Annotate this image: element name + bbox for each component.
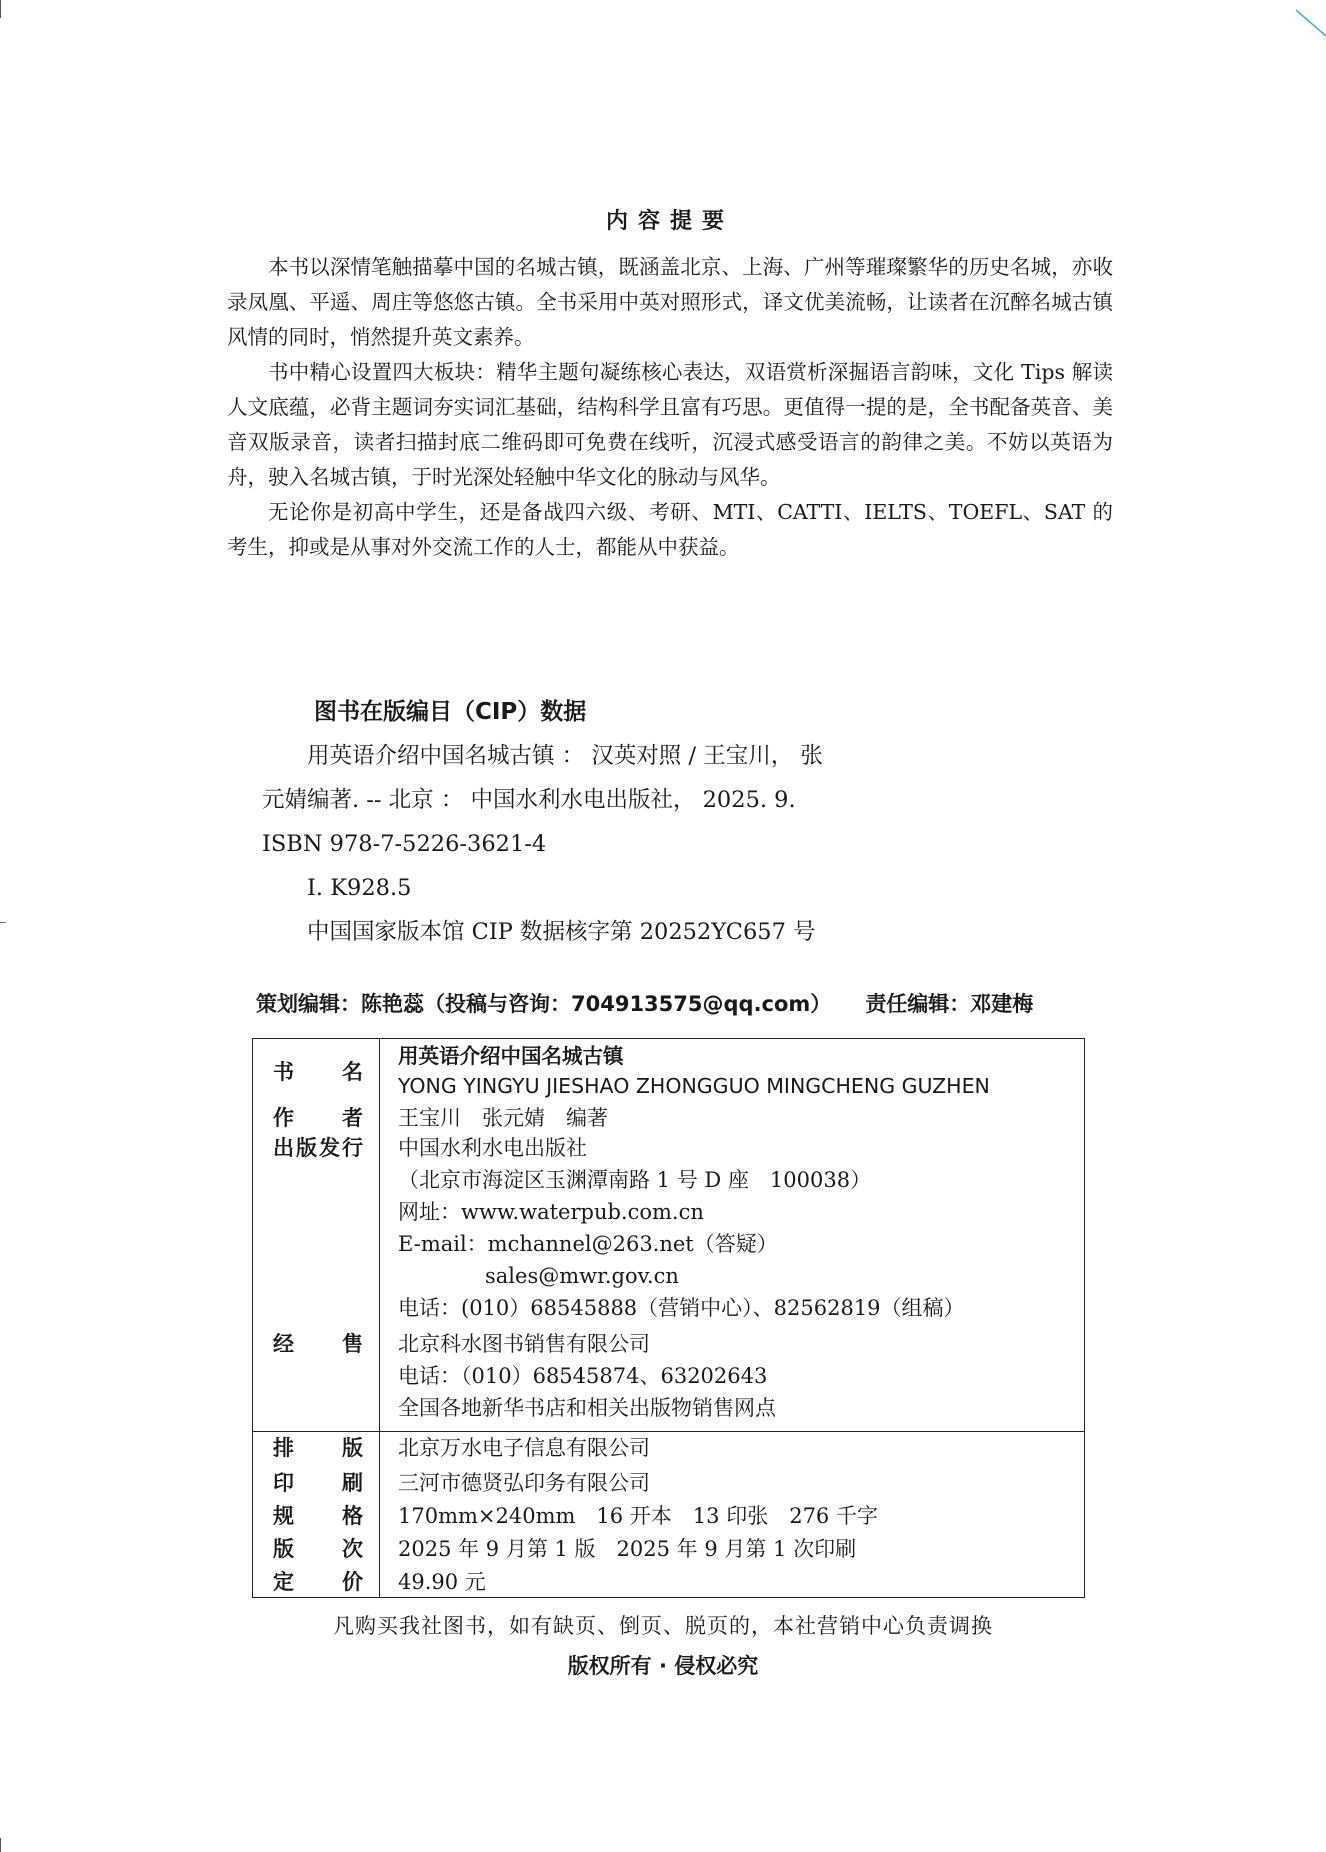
- crop-mark-top-left: [0, 0, 7, 18]
- distributor-phone: 电话：（010）68545874、63202643: [398, 1364, 768, 1388]
- publisher-phone: 电话：(010）68545888（营销中心）、82562819（组稿）: [398, 1296, 965, 1320]
- content-summary: [227, 204, 1113, 565]
- cip-line-2: 元婧编著. -- 北京 ： 中国水利水电出版社， 2025. 9.: [262, 787, 796, 813]
- cip-line-1: 用英语介绍中国名城古镇 ： 汉英对照 / 王宝川， 张: [307, 743, 823, 769]
- publisher-email-1: E-mail：mchannel@263.net（答疑）: [398, 1232, 778, 1256]
- table-column-divider: [379, 1039, 380, 1597]
- label-price: 定价: [273, 1570, 363, 1594]
- crop-mark-bottom-left: [0, 1838, 7, 1852]
- label-edition: 版次: [273, 1537, 363, 1561]
- crop-mark-top-right: [1286, 0, 1326, 40]
- book-spec: 170mm×240mm 16 开本 13 印张 276 千字: [398, 1504, 878, 1528]
- cip-record-number: 中国国家版本馆 CIP 数据核字第 20252YC657 号: [307, 919, 816, 945]
- label-title: 书名: [273, 1060, 363, 1084]
- editors-line: [256, 988, 1156, 1018]
- label-typeset: 排版: [273, 1436, 363, 1460]
- cip-classification: Ⅰ. K928.5: [307, 875, 412, 901]
- book-title-pinyin: YONG YINGYU JIESHAO ZHONGGUO MINGCHENG GUZHEN: [398, 1074, 990, 1098]
- cip-isbn: ISBN 978-7-5226-3621-4: [262, 831, 547, 857]
- distributor-name: 北京科水图书销售有限公司: [398, 1332, 650, 1356]
- book-title-cn: 用英语介绍中国名城古镇: [398, 1044, 624, 1068]
- table-row-divider: [253, 1431, 1084, 1432]
- planning-editor: 策划编辑：陈艳蕊（投稿与咨询：704913575@qq.com）: [256, 992, 832, 1016]
- summary-title: 内容提要: [605, 209, 734, 234]
- label-distributor: 经售: [273, 1332, 363, 1356]
- summary-paragraph-3: 无论你是初高中学生，还是备战四六级、考研、MTI、CATTI、IELTS、TOEFL、SAT 的考生，抑或是从事对外交流工作的人士，都能从中获益。: [227, 500, 1113, 559]
- summary-paragraph-2: 书中精心设置四大板块：精华主题句凝练核心表达，双语赏析深掘语言韵味，文化 Tips 解读人文底蕴，必背主题词夯实词汇基础，结构科学且富有巧思。更值得一提的是，全书配备英音、美音双版录音，读者扫描封底二维码即可免费在线听，沉浸式感受语言的韵律之美。不妨以英语为舟，驶入名城古镇，于时光深处轻触中华文化的脉动与风华。: [227, 360, 1113, 489]
- publication-info-table: [252, 1038, 1085, 1598]
- distribution-outlets: 全国各地新华书店和相关出版物销售网点: [398, 1396, 776, 1420]
- label-spec: 规格: [273, 1504, 363, 1528]
- book-author: 王宝川 张元婧 编著: [398, 1106, 608, 1130]
- printer: 三河市德贤弘印务有限公司: [398, 1471, 650, 1495]
- publisher-email-2: sales@mwr.gov.cn: [485, 1264, 679, 1288]
- responsible-editor: 责任编辑：邓建梅: [865, 992, 1034, 1016]
- typesetter: 北京万水电子信息有限公司: [398, 1436, 650, 1460]
- cip-data-block: [262, 690, 1122, 954]
- label-author: 作者: [273, 1106, 363, 1130]
- exchange-notice: 凡购买我社图书，如有缺页、倒页、脱页的，本社营销中心负责调换: [333, 1614, 993, 1638]
- publisher-name: 中国水利水电出版社: [398, 1136, 587, 1160]
- publisher-address: （北京市海淀区玉渊潭南路 1 号 D 座 100038）: [398, 1168, 872, 1192]
- label-publisher: 出版发行: [273, 1136, 363, 1160]
- copyright-notice: 版权所有 · 侵权必究: [567, 1654, 759, 1678]
- label-print: 印刷: [273, 1471, 363, 1495]
- book-edition: 2025 年 9 月第 1 版 2025 年 9 月第 1 次印刷: [398, 1537, 857, 1561]
- publisher-website: 网址：www.waterpub.com.cn: [398, 1200, 704, 1224]
- summary-paragraph-1: 本书以深情笔触描摹中国的名城古镇，既涵盖北京、上海、广州等璀璨繁华的历史名城，亦收录凤凰、平遥、周庄等悠悠古镇。全书采用中英对照形式，译文优美流畅，让读者在沉醉名城古镇风情的同时，悄然提升英文素养。: [227, 255, 1113, 349]
- crop-mark-middle-left: [0, 922, 6, 924]
- cip-title: 图书在版编目（CIP）数据: [314, 699, 587, 725]
- book-price: 49.90 元: [398, 1570, 486, 1594]
